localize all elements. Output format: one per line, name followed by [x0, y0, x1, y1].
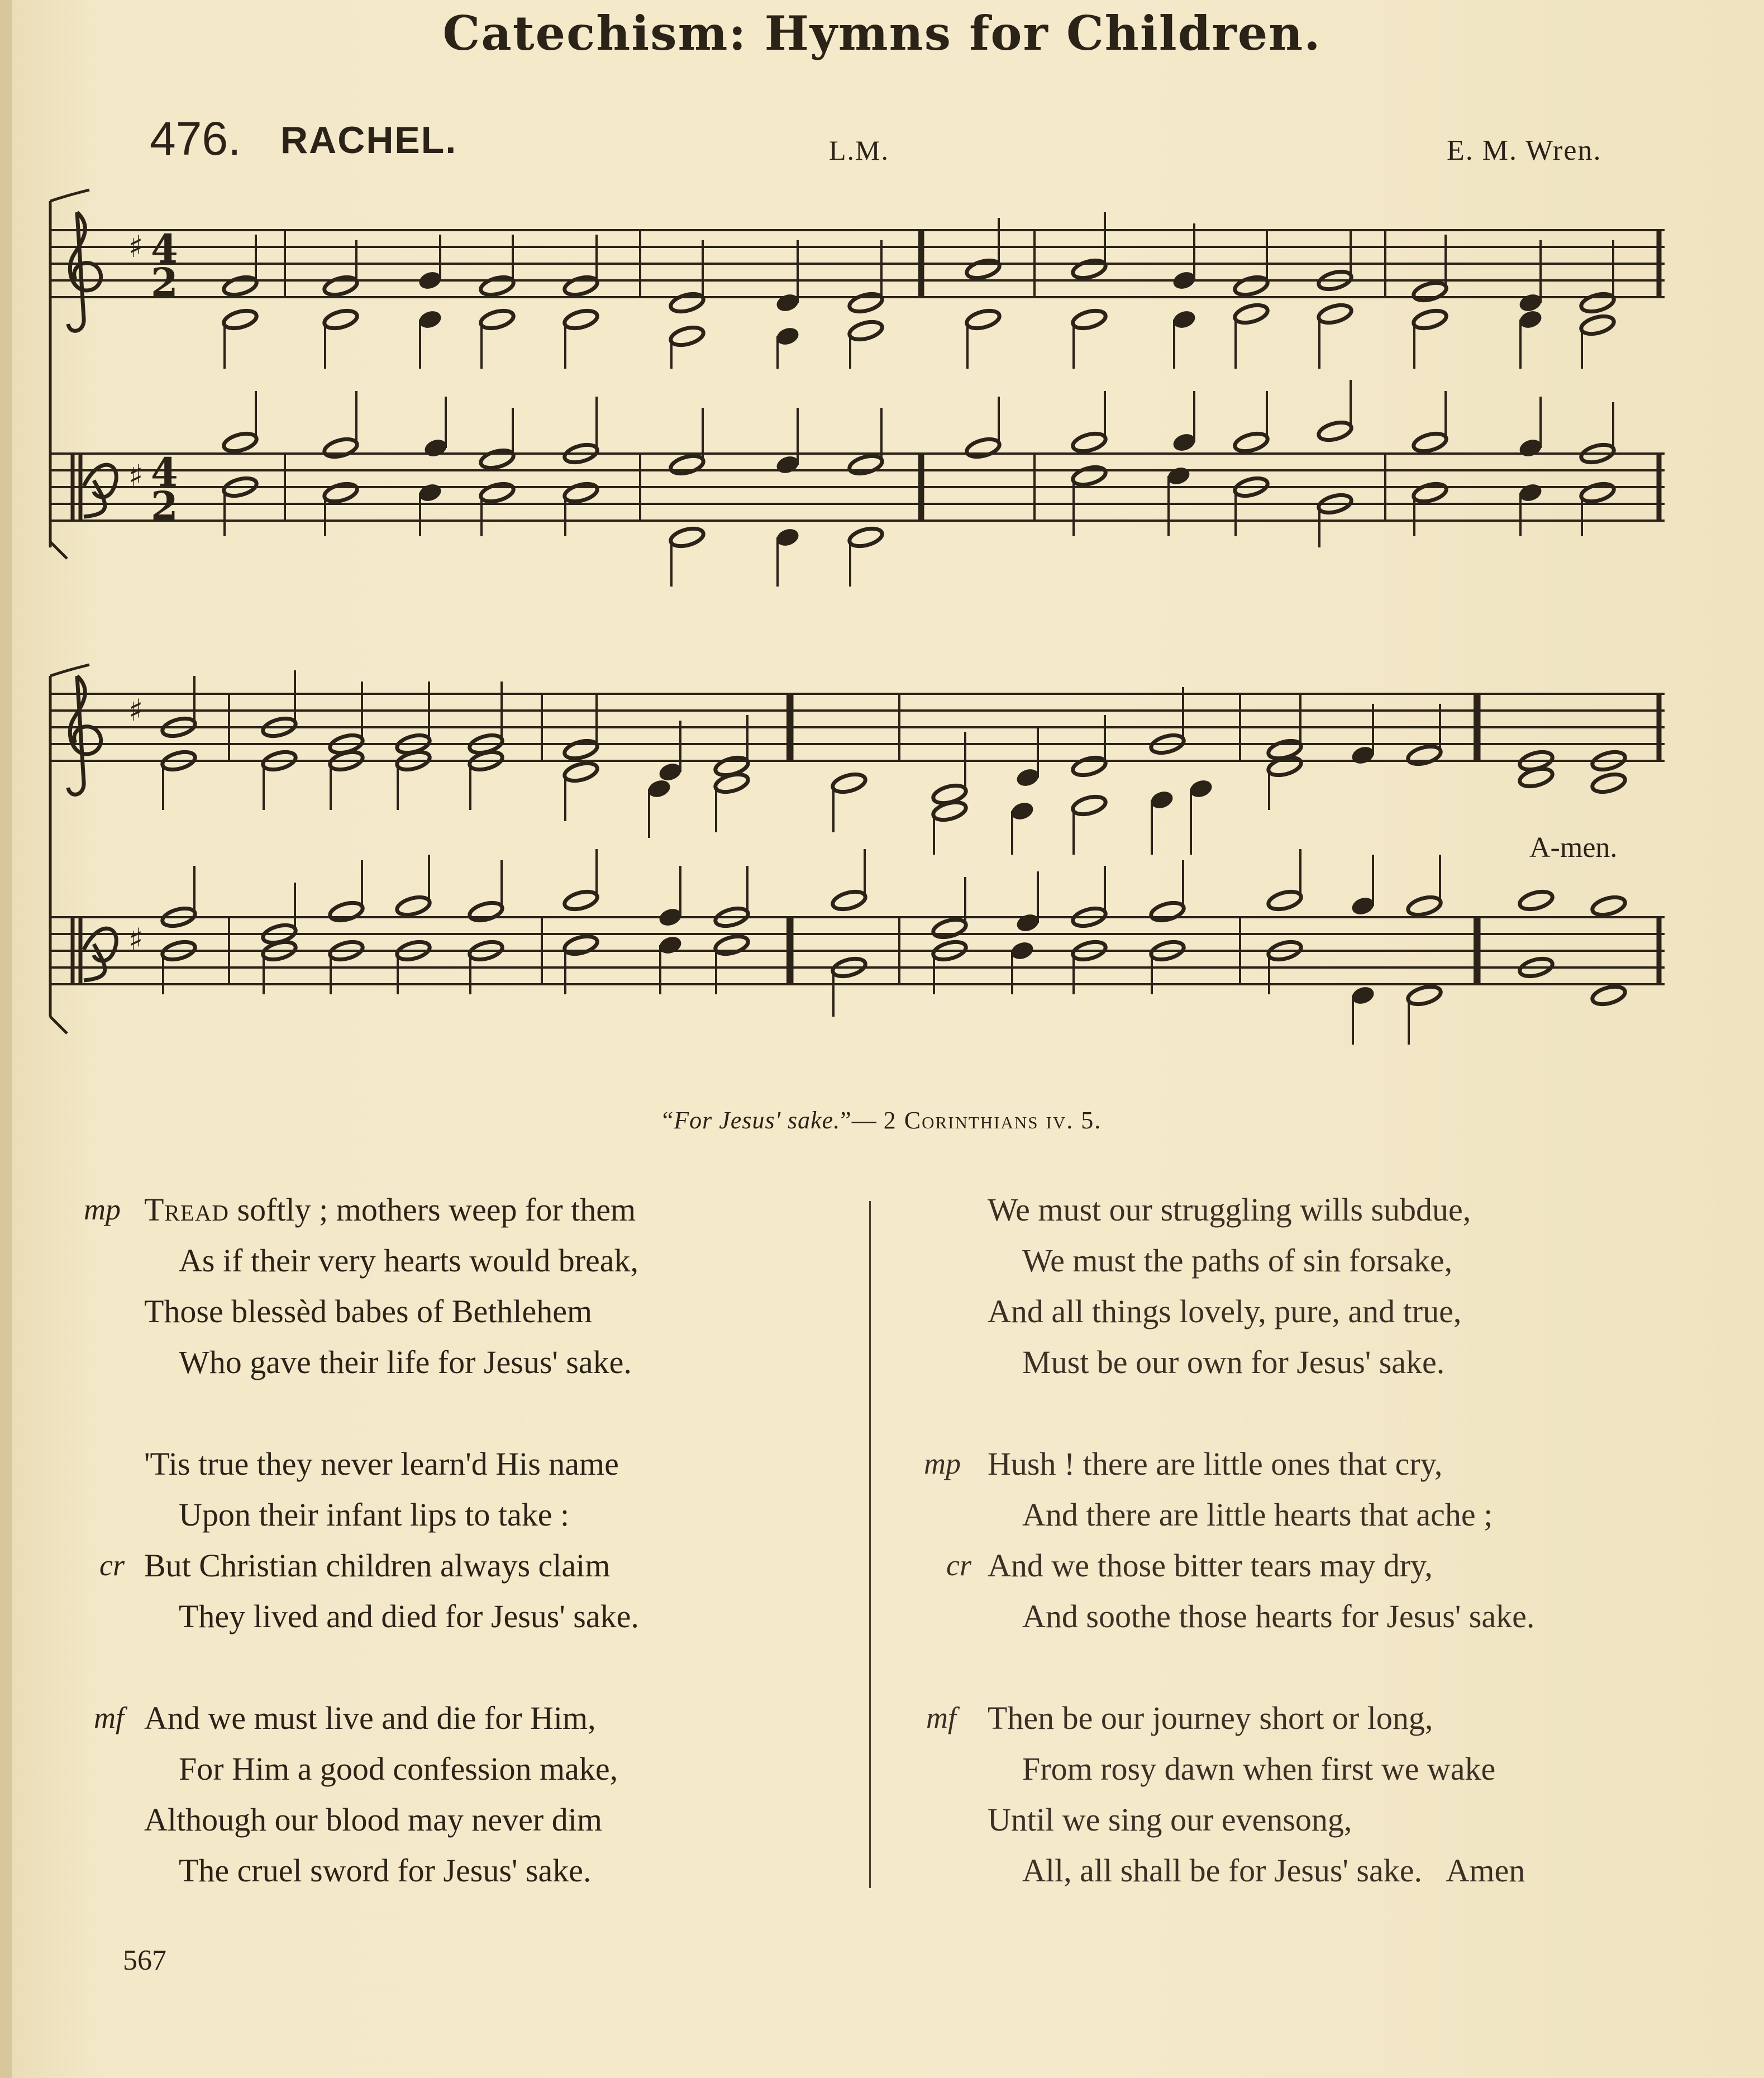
verse-line: Upon their infant lips to take : — [179, 1496, 570, 1533]
verse-line: And soothe those hearts for Jesus' sake. — [1022, 1598, 1535, 1634]
verse-line — [924, 1438, 1732, 1489]
stanza-4 — [927, 1184, 1732, 1388]
epigraph-quote: For Jesus' sake. — [674, 1107, 841, 1134]
svg-text:♯: ♯ — [128, 693, 144, 728]
verse-line — [84, 1184, 855, 1235]
running-head: Catechism: Hymns for Children. — [442, 6, 1322, 61]
line-text: And we those bitter tears may dry, — [988, 1547, 1433, 1584]
time-signature-bottom: 2 — [151, 259, 178, 306]
time-signature-bottom-bass: 2 — [151, 483, 178, 529]
verse-line — [84, 1540, 855, 1591]
line-text: softly ; mothers weep for them — [229, 1191, 636, 1228]
dynamic-marking: cr — [99, 1548, 125, 1582]
verse-line: Although our blood may never dim — [144, 1801, 602, 1838]
hymn-composer: E. M. Wren. — [1447, 135, 1602, 166]
verse-line: 'Tis true they never learn'd His name — [144, 1446, 619, 1482]
verse-line: And all things lovely, pure, and true, — [988, 1293, 1462, 1329]
verse-line — [84, 1693, 855, 1743]
line-text: Hush ! there are little ones that cry, — [988, 1446, 1443, 1482]
svg-text:♯: ♯ — [128, 458, 144, 493]
epigraph: “For Jesus' sake.”— 2 Corinthians iv. 5. — [662, 1107, 1102, 1134]
amen-text: Amen — [1446, 1852, 1525, 1889]
verses-right-column — [924, 1184, 1732, 1947]
verse-line: They lived and died for Jesus' sake. — [179, 1598, 639, 1634]
verse-line — [927, 1540, 1732, 1591]
verses-left-column — [84, 1184, 855, 1947]
verse-line: We must our struggling wills subdue, — [988, 1191, 1471, 1228]
stanza-6 — [927, 1693, 1732, 1896]
verse-line: Those blessèd babes of Bethlehem — [144, 1293, 593, 1329]
verse-line: As if their very hearts would break, — [179, 1242, 639, 1279]
stanza-3 — [84, 1693, 855, 1896]
verse-line: For Him a good confession make, — [179, 1751, 618, 1787]
page-edge — [0, 0, 12, 2078]
verse-line: From rosy dawn when first we wake — [1022, 1751, 1496, 1787]
column-divider — [869, 1201, 871, 1888]
first-word: Tread — [144, 1191, 230, 1228]
time-signature-top-bass: 4 — [151, 449, 178, 495]
stanza-5 — [924, 1438, 1732, 1642]
verse-line: Must be our own for Jesus' sake. — [1022, 1344, 1445, 1380]
hymn-meter: L.M. — [829, 135, 889, 166]
verse-line — [927, 1845, 1732, 1896]
dynamic-marking: cr — [946, 1548, 971, 1582]
verse-line: And there are little hearts that ache ; — [1022, 1496, 1493, 1533]
epigraph-reference: 2 Corinthians iv. 5. — [883, 1107, 1102, 1134]
verse-line: Who gave their life for Jesus' sake. — [179, 1344, 632, 1380]
dynamic-marking: mp — [924, 1447, 961, 1480]
time-signature-top: 4 — [151, 226, 178, 272]
line-text: And we must live and die for Him, — [144, 1700, 596, 1736]
line-text: Then be our journey short or long, — [988, 1700, 1433, 1736]
hymn-tune-name: RACHEL. — [280, 119, 457, 161]
verse-line: We must the paths of sin forsake, — [1022, 1242, 1453, 1279]
verse-line: The cruel sword for Jesus' sake. — [179, 1852, 592, 1889]
line-text: All, all shall be for Jesus' sake. — [1022, 1852, 1422, 1889]
page-number: 567 — [123, 1944, 166, 1976]
stanza-1 — [84, 1184, 855, 1388]
dynamic-marking: mf — [94, 1701, 124, 1734]
svg-text:♯: ♯ — [128, 229, 144, 264]
line-text: But Christian children always claim — [144, 1547, 611, 1584]
hymn-number: 476. — [150, 112, 241, 165]
amen-lyric: A-men. — [1529, 832, 1618, 864]
svg-text:♯: ♯ — [128, 922, 144, 957]
verse-line — [927, 1693, 1732, 1743]
dynamic-marking: mf — [926, 1701, 956, 1734]
music-score — [45, 184, 1676, 1056]
dynamic-marking: mp — [84, 1193, 121, 1226]
verse-line: Until we sing our evensong, — [988, 1801, 1352, 1838]
stanza-2 — [84, 1438, 855, 1642]
